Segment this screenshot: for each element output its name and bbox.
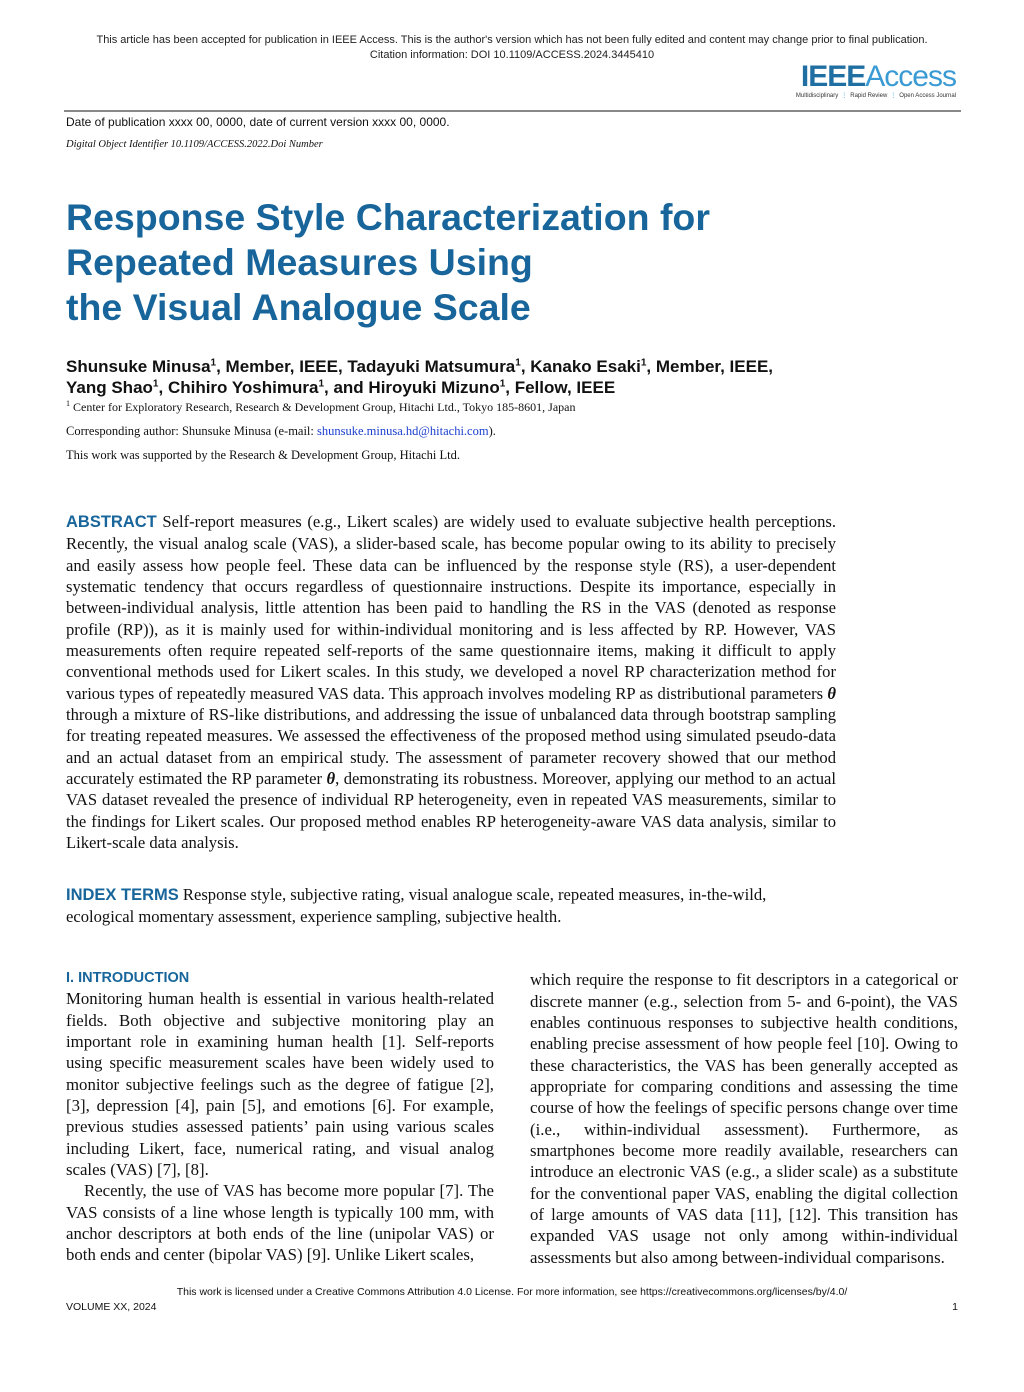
two-column-body [66, 969, 958, 1268]
logo-access: Access [865, 60, 956, 93]
intro-paragraph-2-continued: which require the response to fit descriptors in a categorical or discrete manner (e.g., selection from 5- and 6-point), the VAS enables continuous responses to subjective health conditions, enabling precise assessment of how people feel [10]. Owing to these characteristics, the VAS has been generally accepted as appropriate for comparing conditions and assessing the time course of how the feelings of specific persons change over time (i.e., within-individual assessment). Furthermore, as smartphones become more readily available, researchers can introduce an electronic VAS (e.g., a slider scale) as a substitute for the conventional paper VAS, enabling the digital collection of large amounts of VAS data [11], [12]. This transition has expanded VAS usage not only among within-individual assessments but also among between-individual comparisons. [530, 970, 958, 1267]
affiliation: $^1$ Center for Exploratory Research, Research & Development Group, Hitachi Ltd., Tokyo 185-8601, Japan [66, 399, 576, 414]
index-terms: INDEX TERMS Response style, subjective rating, visual analogue scale, repeated measures, in-the-wild, ecological momentary assessment, experience sampling, subjective health. [66, 884, 767, 926]
intro-paragraph-2: Recently, the use of VAS has become more popular [7]. The VAS consists of a line whose length is typically 100 mm, with anchor descriptors at both ends of the line (unipolar VAS) or both ends and center (bipolar VAS) [9]. Unlike Likert scales, [66, 1181, 494, 1265]
abstract-heading: ABSTRACT [66, 513, 157, 531]
logo-ieee: IEEE [800, 60, 866, 93]
publication-date: Date of publication xxxx 00, 0000, date of current version xxxx 00, 0000. [66, 115, 450, 129]
funding-note: This work was supported by the Research & Development Group, Hitachi Ltd. [66, 448, 461, 462]
logo-tagline: Multidisciplinary ⋮ Rapid Review ⋮ Open Access Journal [795, 93, 956, 99]
author-email-link[interactable]: shunsuke.minusa.hd@hitachi.com [317, 424, 489, 438]
intro-column-left [66, 969, 494, 1268]
doi-line: Digital Object Identifier 10.1109/ACCESS.2022.Doi Number [66, 139, 323, 150]
main-body [66, 0, 958, 1326]
paper-title: Response Style Characterization for Repeated Measures Using the Visual Analogue Scale [66, 196, 710, 328]
abstract: ABSTRACT Self-report measures (e.g., Likert scales) are widely used to evaluate subjective health perceptions. Recently, the visual analog scale (VAS), a slider-based scale, has become popular owing to its ability to precisely and easily assess how people feel. These data can be influenced by the response style (RS), a user-dependent systematic tendency that occurs regardless of questionnaire instructions. Despite its importance, especially in between-individual analysis, little attention has been paid to handling the RS in the VAS (denoted as response profile (RP)), as it is mainly used for within-individual monitoring and is less affected by RP. However, VAS measurements often require repeated self-reports of the same questionnaire items, making it difficult to apply conventional methods used for Likert scales. In this study, we developed a novel RP characterization method for various types of repeatedly measured VAS data. This approach involves modeling RP as distributional parameters θ through a mixture of RS-like distributions, and addressing the issue of unbalanced data through bootstrap sampling for treating repeated measures. We assessed the effectiveness of the proposed method using simulated pseudo-data and an actual dataset from an empirical study. The assessment of parameter recovery showed that our method accurately estimated the RP parameter θ, demonstrating its robustness. Moreover, applying our method to an actual VAS dataset revealed the presence of individual RP heterogeneity, even in repeated VAS measurements, similar to the findings for Likert scales. Our proposed method enables RP heterogeneity-aware VAS data analysis, similar to Likert-scale data analysis. [66, 512, 836, 853]
index-terms-heading: INDEX TERMS [66, 885, 179, 904]
intro-paragraph-1: Monitoring human health is essential in various health-related fields. Both objective and subjective monitoring play an important role in examining human health [1]. Self-reports using specific measurement scales have been widely used to monitor subjective feelings such as the degree of fatigue [2], [3], depression [4], pain [5], and emotions [6]. For example, previous studies assessed patients’ pain using various scales including Likert, face, numerical rating, and visual analog scales (VAS) [7], [8]. [66, 989, 494, 1179]
citation-notice: Citation information: DOI 10.1109/ACCESS.2024.3445410 [369, 49, 655, 61]
author-list: Shunsuke Minusa$^1$, Member, IEEE, Tadayuki Matsumura$^1$, Kanako Esaki$^1$, Member, IEEE, Yang Shao$^1$, Chihiro Yoshimura$^1$, and Hiroyuki Mizuno$^1$, Fellow, IEEE [66, 357, 774, 397]
acceptance-notice: This article has been accepted for publication in IEEE Access. This is the author's version which has not been fully edited and content may change prior to final publication. [96, 34, 928, 46]
page-footer [66, 1286, 958, 1326]
intro-column-right [530, 969, 958, 1268]
page-number: 1 [952, 1301, 958, 1313]
corresponding-author: Corresponding author: Shunsuke Minusa (e-mail: shunsuke.minusa.hd@hitachi.com). [66, 424, 496, 438]
license-footer: This work is licensed under a Creative Commons Attribution 4.0 License. For more information, see https://creativecommons.org/licenses/by/4.0/ [176, 1286, 848, 1298]
section-heading-introduction: I. INTRODUCTION [66, 970, 190, 987]
volume-label: VOLUME XX, 2024 [66, 1301, 157, 1313]
